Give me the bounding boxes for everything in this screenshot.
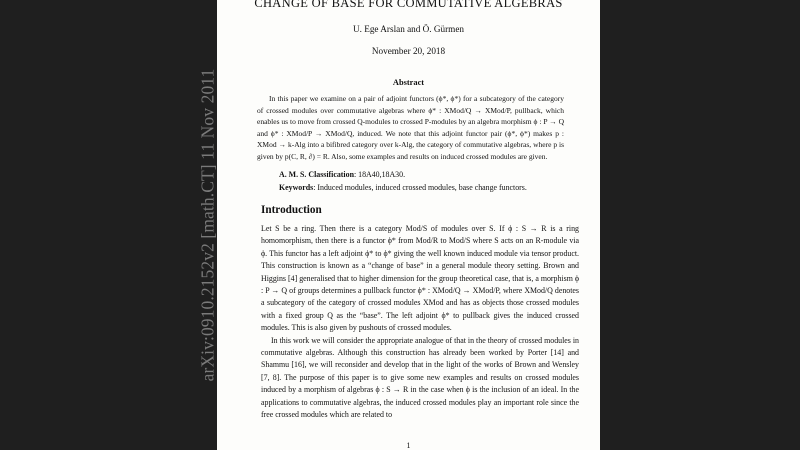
paper-date: November 20, 2018 bbox=[371, 46, 446, 56]
paper-authors: U. Ege Arslan and Ö. Gürmen bbox=[353, 24, 464, 34]
paper-page bbox=[217, 0, 600, 450]
body-text bbox=[261, 223, 579, 422]
ams-label: A. M. S. Classification bbox=[279, 170, 354, 179]
keywords-label: Keywords bbox=[279, 183, 314, 192]
section-title: Introduction bbox=[261, 204, 322, 216]
abstract-heading: Abstract bbox=[392, 78, 425, 87]
paragraph: Let S be a ring. Then there is a category Mod/S of modules over S. If ϕ : S → R is a ring homomorphism, then there is a functor ϕ* from Mod/R to Mod/S where S acts on an R-module via ϕ. This functor has a left adjoint ϕ* to ϕ* giving the well known induced module via tensor product. This construction is known as a “change of base” in a general module theory setting. Brown and Higgins [4] generalised that to higher dimension for the group theoretical case, that is, a morphism ϕ : P → Q of groups determines a pullback functor ϕ* : XMod/Q → XMod/P, where XMod/Q denotes a subcategory of the category of crossed modules XMod and has as objects those crossed modules with a fixed group Q as the “base”. The left adjoint ϕ* to pullback gives the induced crossed modules. This is also given by pushouts of crossed modules. bbox=[261, 224, 579, 333]
ams-value: : 18A40,18A30. bbox=[353, 170, 406, 179]
arxiv-sidebar-stamp: arXiv:0910.2152v2 [math.CT] 11 Nov 2011 bbox=[197, 68, 218, 382]
paragraph: In this work we will consider the appropriate analogue of that in the theory of crossed modules in commutative algebras. Although this construction has already been worked by Porter [14] and Shammu [16], we will reconsider and develop that in the light of the works of Brown and Wensley [7, 8]. The purpose of this paper is to give some new examples and results on crossed modules induced by a morphism of algebras ϕ : S → R in the case when ϕ is the inclusion of an ideal. In the applications to commutative algebras, the induced crossed modules play an important role since the free crossed modules which are related to bbox=[261, 335, 579, 420]
abstract-body: In this paper we examine on a pair of adjoint functors (ϕ*, ϕ*) for a subcategory of the category of crossed modules over commutative algebras where ϕ* : XMod/Q → XMod/P, pullback, which enables us to move from crossed Q-modules to crossed P-modules by an algebra morphism ϕ : P → Q and ϕ* : XMod/P → XMod/Q, induced. We note that this adjoint functor pair (ϕ*, ϕ*) makes p : XMod → k-Alg into a bifibred category over k-Alg, the category of commutative algebras, where p is given by p(C, R, ∂) = R. Also, some examples and results on induced crossed modules are given. bbox=[257, 94, 564, 161]
page-number: 1 bbox=[406, 441, 411, 450]
ams-classification bbox=[279, 170, 405, 179]
keywords-value: : Induced modules, induced crossed modules, base change functors. bbox=[313, 183, 527, 192]
paper-title: CHANGE OF BASE FOR COMMUTATIVE ALGEBRAS bbox=[254, 0, 563, 10]
keywords bbox=[279, 183, 527, 192]
abstract-text bbox=[257, 93, 564, 163]
